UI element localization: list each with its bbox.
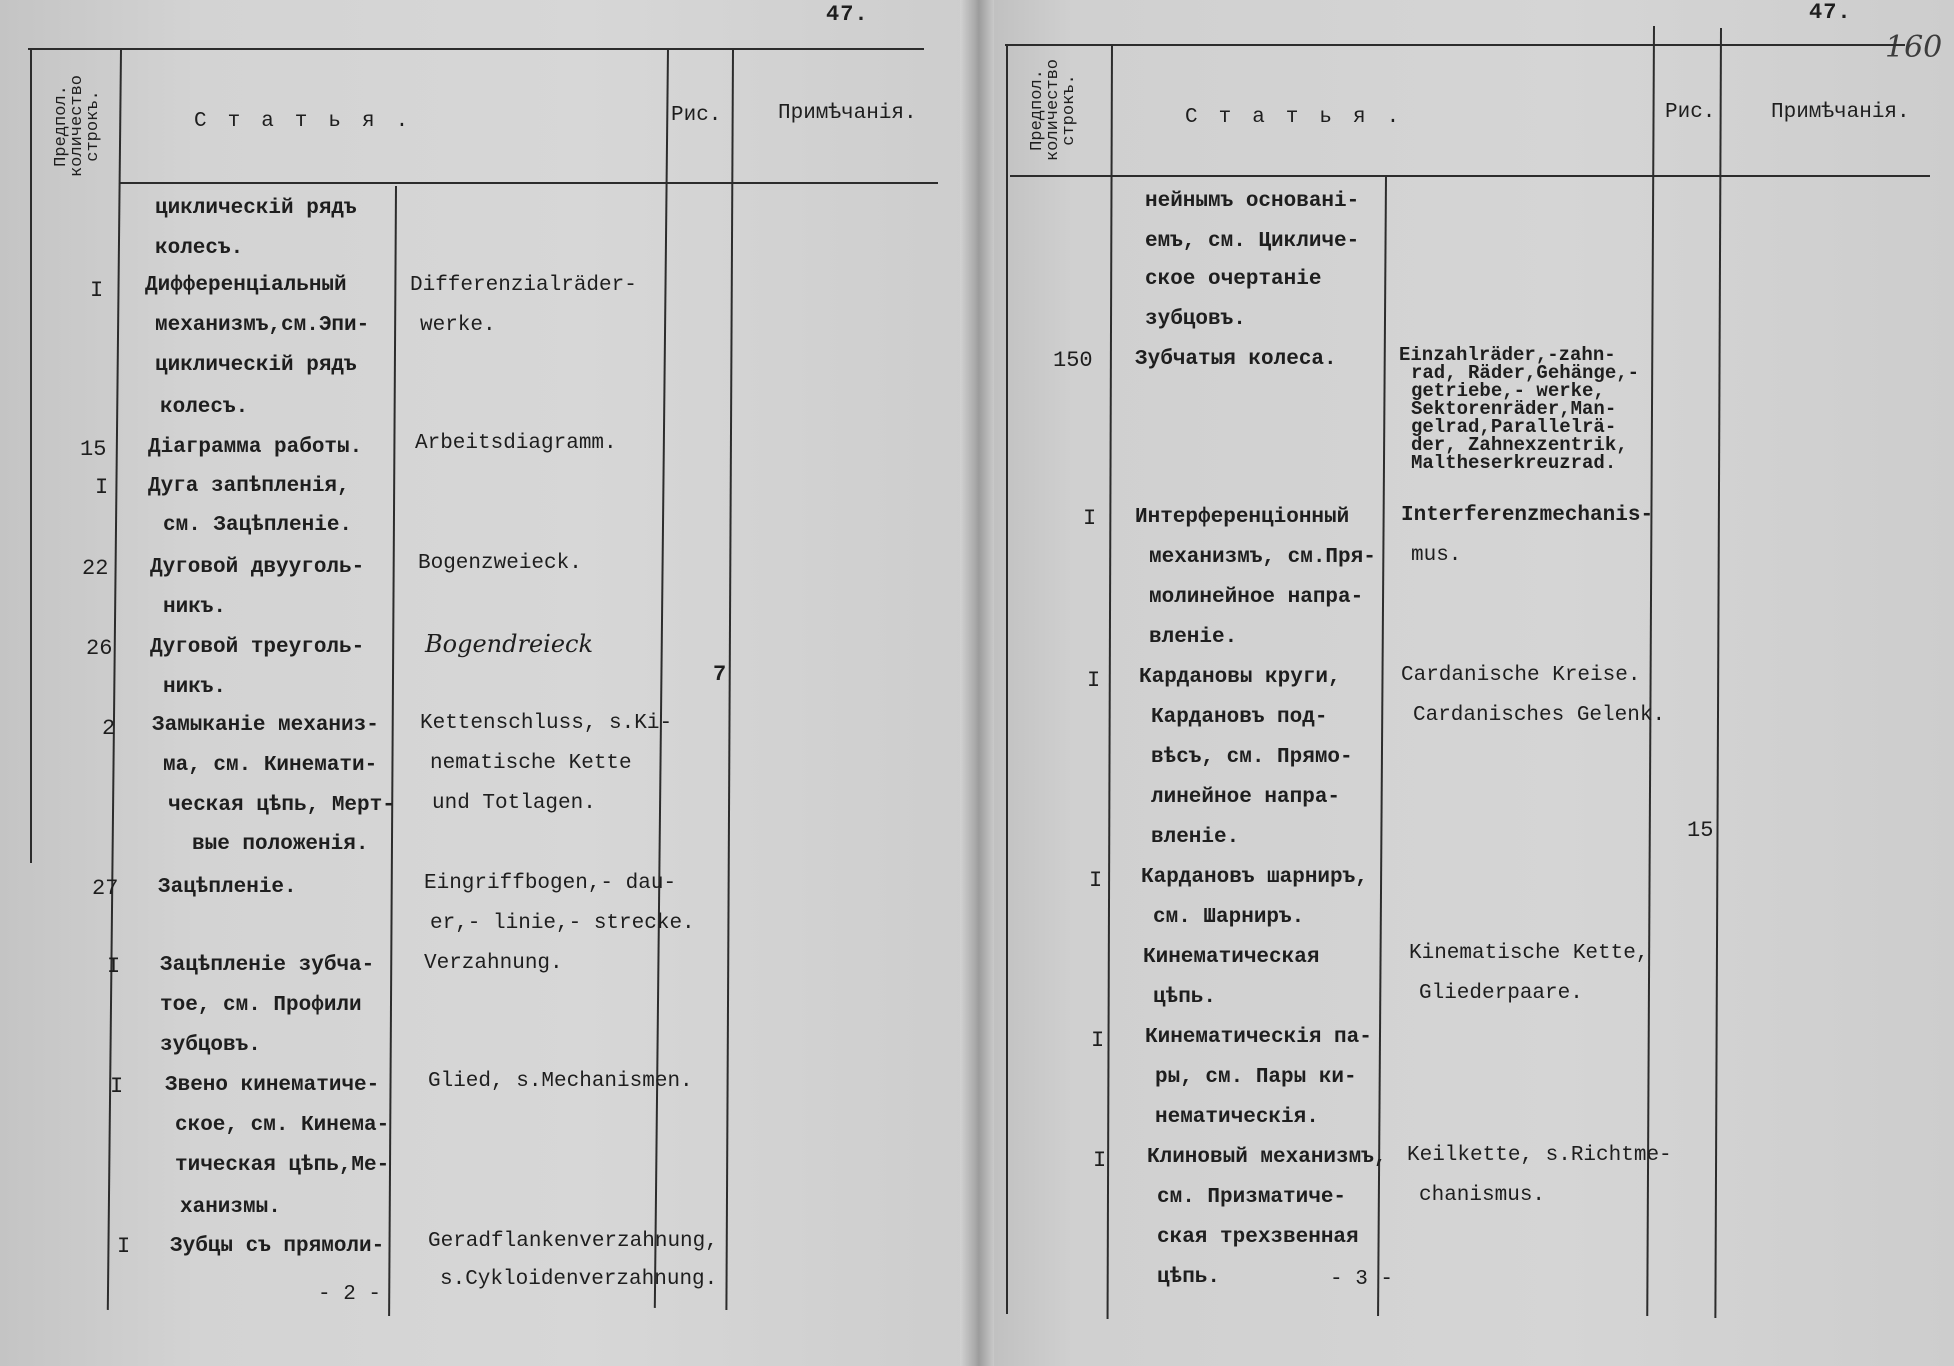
fig-value: 7 bbox=[713, 662, 727, 687]
article-line: зубцовъ. bbox=[1145, 308, 1246, 331]
article-line: ское, см. Кинема- bbox=[175, 1114, 390, 1137]
article-line: Замыканіе механиз- bbox=[152, 714, 379, 737]
article-line: цѣпь. bbox=[1157, 1266, 1221, 1289]
handwritten-german-line: Bogendreieck bbox=[425, 630, 594, 658]
article-header: Статья. bbox=[194, 110, 430, 133]
article-line: колесъ. bbox=[160, 396, 249, 419]
article-line: линейное напра- bbox=[1151, 786, 1341, 809]
notes-header: Примѣчанія. bbox=[778, 102, 917, 125]
article-line: Клиновый механизмъ, bbox=[1147, 1146, 1387, 1169]
german-line: Kettenschluss, s.Ki- bbox=[420, 712, 673, 735]
article-line: Зацѣпленіе зубча- bbox=[160, 954, 375, 977]
article-line: Зубцы съ прямоли- bbox=[170, 1235, 385, 1258]
qty-value: I bbox=[1087, 668, 1101, 693]
article-line: ское очертаніе bbox=[1145, 268, 1322, 291]
qty-value: I bbox=[1083, 506, 1097, 531]
qty-value: I bbox=[1091, 1028, 1105, 1053]
article-line: молинейное напра- bbox=[1149, 586, 1364, 609]
article-line: см. Зацѣпленіе. bbox=[163, 514, 353, 537]
german-line: Keilkette, s.Richtme- bbox=[1407, 1144, 1672, 1167]
article-line: нематическія. bbox=[1155, 1106, 1319, 1129]
qty-value: 22 bbox=[82, 556, 109, 581]
fig-header: Рис. bbox=[1665, 101, 1716, 124]
article-line: тое, см. Профили bbox=[160, 994, 362, 1017]
article-line: ческая цѣпь, Мерт- bbox=[168, 794, 395, 817]
fig-value: 15 bbox=[1687, 818, 1714, 843]
german-line: werke. bbox=[420, 314, 496, 337]
article-line: циклическій рядъ bbox=[155, 197, 357, 220]
page-number: 47. bbox=[826, 2, 869, 27]
page-footer: - 3 - bbox=[1330, 1268, 1394, 1291]
article-line: ская трехзвенная bbox=[1157, 1226, 1359, 1249]
left-border-rule bbox=[1006, 44, 1008, 1314]
german-line: Kinematische Kette, bbox=[1409, 942, 1649, 965]
german-line: Geradflankenverzahnung, bbox=[428, 1230, 718, 1253]
article-line: колесъ. bbox=[155, 237, 244, 260]
article-line: вѣсъ, см. Прямо- bbox=[1151, 746, 1353, 769]
qty-value: 150 bbox=[1053, 348, 1093, 373]
german-line: Maltheserkreuzrad. bbox=[1411, 452, 1617, 474]
german-line: chanismus. bbox=[1419, 1184, 1546, 1207]
header-top-rule bbox=[1005, 44, 1905, 46]
notes-column-rule bbox=[1714, 28, 1722, 1318]
german-line: gelrad,Parallelrä- bbox=[1411, 416, 1617, 438]
article-line: ма, см. Кинемати- bbox=[163, 754, 378, 777]
header-bottom-rule bbox=[120, 182, 938, 184]
german-line: nematische Kette bbox=[430, 752, 632, 775]
qty-value: 27 bbox=[92, 876, 119, 901]
left-page bbox=[0, 0, 975, 1366]
article-line: Дифференціальный bbox=[145, 274, 347, 297]
german-line: Differenzialräder- bbox=[410, 274, 637, 297]
article-line: Кардановы круги, bbox=[1139, 666, 1341, 689]
qty-header-line: количество bbox=[68, 74, 87, 178]
article-line: цѣпь. bbox=[1153, 986, 1217, 1009]
article-line: механизмъ, см.Пря- bbox=[1149, 546, 1376, 569]
article-line: Кинематическія па- bbox=[1145, 1026, 1372, 1049]
german-line: rad, Räder,Gehänge,- bbox=[1411, 362, 1640, 384]
article-line: Интерференціонный bbox=[1135, 506, 1350, 529]
article-line: никъ. bbox=[163, 676, 227, 699]
article-line: Кардановъ под- bbox=[1151, 706, 1328, 729]
article-line: Дуговой треуголь- bbox=[150, 636, 365, 659]
german-line: Interferenzmechanis- bbox=[1401, 504, 1654, 527]
header-bottom-rule bbox=[1010, 175, 1930, 177]
fig-header: Рис. bbox=[671, 104, 722, 127]
german-line: mus. bbox=[1411, 544, 1462, 567]
article-header: Статья. bbox=[1185, 106, 1421, 129]
article-line: нейнымъ основані- bbox=[1145, 190, 1360, 213]
qty-value: 15 bbox=[80, 437, 107, 462]
german-line: Arbeitsdiagramm. bbox=[415, 432, 617, 455]
article-line: вленіе. bbox=[1151, 826, 1240, 849]
article-line: ры, см. Пары ки- bbox=[1155, 1066, 1357, 1089]
qty-value: I bbox=[117, 1234, 131, 1259]
qty-header-line: строкъ. bbox=[1060, 74, 1079, 146]
qty-value: I bbox=[1093, 1148, 1107, 1173]
article-line: Звено кинематиче- bbox=[165, 1074, 380, 1097]
article-line: вые положенія. bbox=[192, 833, 369, 856]
qty-value: I bbox=[1089, 868, 1103, 893]
qty-header bbox=[54, 56, 102, 196]
qty-header-line: количество bbox=[1044, 58, 1063, 162]
notes-column-rule bbox=[725, 50, 734, 1310]
article-line: Дуга запѣпленія, bbox=[148, 475, 350, 498]
article-line: никъ. bbox=[163, 596, 227, 619]
article-line: Кинематическая bbox=[1143, 946, 1320, 969]
german-line: Cardanische Kreise. bbox=[1401, 664, 1641, 687]
article-line: Кардановъ шарниръ, bbox=[1141, 866, 1368, 889]
german-column-rule bbox=[1377, 176, 1387, 1316]
german-line: Bogenzweieck. bbox=[418, 552, 582, 575]
qty-value: I bbox=[110, 1074, 124, 1099]
qty-value: 2 bbox=[102, 716, 116, 741]
qty-header-line: Предпол. bbox=[1028, 69, 1047, 151]
german-line: Gliederpaare. bbox=[1419, 982, 1583, 1005]
qty-value: I bbox=[107, 954, 121, 979]
fig-column-rule bbox=[1646, 26, 1655, 1316]
german-line: Einzahlräder,-zahn- bbox=[1399, 344, 1616, 366]
fig-column-rule bbox=[654, 48, 669, 1308]
german-line: getriebe,- werke, bbox=[1411, 380, 1605, 402]
article-line: ханизмы. bbox=[180, 1196, 281, 1219]
page-number: 47. bbox=[1809, 0, 1852, 25]
right-page bbox=[975, 0, 1954, 1366]
german-line: Eingriffbogen,- dau- bbox=[424, 872, 677, 895]
article-line: см. Призматиче- bbox=[1157, 1186, 1347, 1209]
german-line: der, Zahnexzentrik, bbox=[1411, 434, 1628, 456]
qty-value: I bbox=[95, 475, 109, 500]
article-line: емъ, см. Цикличе- bbox=[1145, 230, 1360, 253]
german-line: er,- linie,- strecke. bbox=[430, 912, 695, 935]
left-border-rule bbox=[30, 48, 32, 863]
article-line: зубцовъ. bbox=[160, 1034, 261, 1057]
article-line: Зубчатыя колеса. bbox=[1135, 348, 1337, 371]
header-top-rule bbox=[28, 48, 924, 50]
article-line: тическая цѣпь,Ме- bbox=[175, 1154, 390, 1177]
qty-column-rule bbox=[1107, 44, 1113, 1319]
qty-header-line: Предпол. bbox=[52, 85, 71, 167]
archive-folio-stamp: 160 bbox=[1885, 30, 1943, 65]
german-line: Cardanisches Gelenk. bbox=[1413, 704, 1666, 727]
article-line: Зацѣпленіе. bbox=[158, 876, 297, 899]
german-line: Verzahnung. bbox=[424, 952, 563, 975]
notes-header: Примѣчанія. bbox=[1771, 101, 1910, 124]
article-line: Діаграмма работы. bbox=[148, 436, 363, 459]
qty-value: I bbox=[90, 278, 104, 303]
qty-header bbox=[1030, 40, 1078, 180]
german-line: und Totlagen. bbox=[432, 792, 596, 815]
qty-header-line: строкъ. bbox=[84, 90, 103, 162]
german-line: Glied, s.Mechanismen. bbox=[428, 1070, 693, 1093]
book-gutter bbox=[960, 0, 994, 1366]
article-line: см. Шарниръ. bbox=[1153, 906, 1305, 929]
article-line: циклическій рядъ bbox=[155, 354, 357, 377]
article-line: вленіе. bbox=[1149, 626, 1238, 649]
page-footer: - 2 - bbox=[318, 1283, 382, 1306]
german-line: Sektorenräder,Man- bbox=[1411, 398, 1617, 420]
german-column-rule bbox=[388, 186, 397, 1316]
article-line: механизмъ,см.Эпи- bbox=[155, 314, 370, 337]
german-line: s.Cykloidenverzahnung. bbox=[440, 1268, 718, 1291]
qty-value: 26 bbox=[86, 636, 113, 661]
qty-column-rule bbox=[107, 50, 122, 1310]
article-line: Дуговой двууголь- bbox=[150, 556, 365, 579]
